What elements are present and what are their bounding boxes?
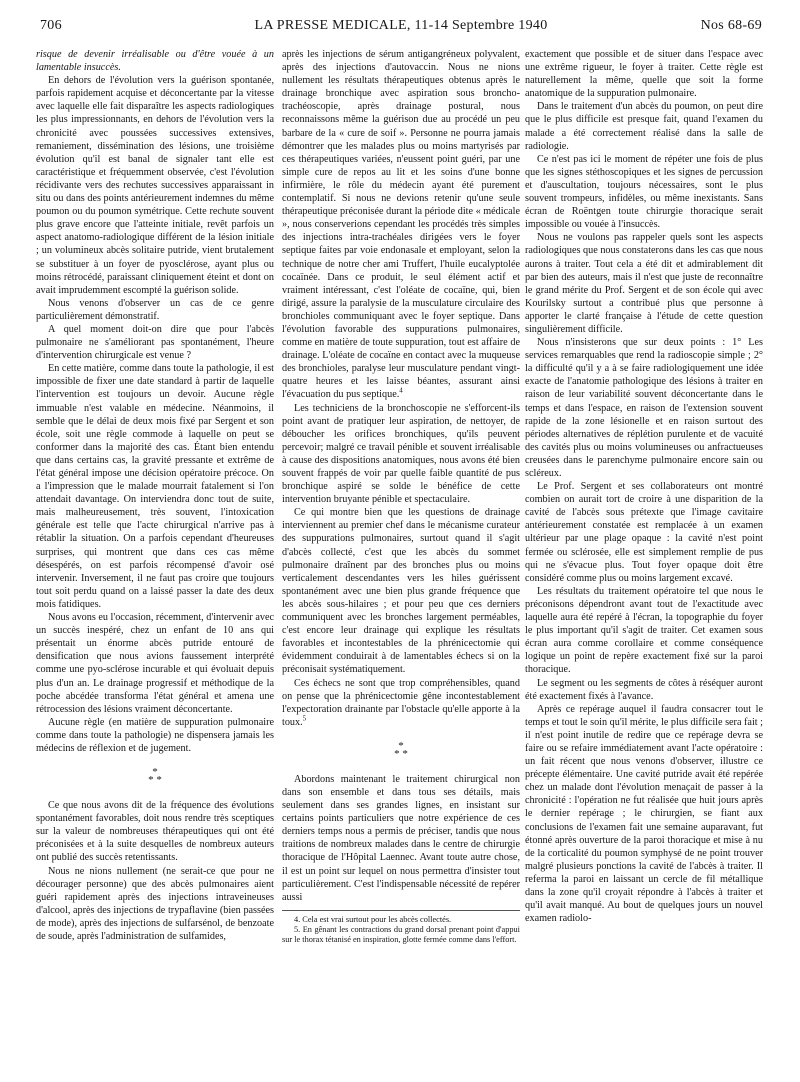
paragraph: Ce que nous avons dit de la fréquence des évolutions spontanément favorables, doit nous rendre très sceptiques sur la valeur de nombreuses thérapeutiques qui ont été préconisées et à la suite desquelles de nombreux auteurs ont publié des succès retentissants. [36,800,274,864]
paragraph: Les techniciens de la bronchoscopie ne s'efforcent-ils point avant de pratiquer leur aspiration, de nettoyer, de déboucher les orifices bronchiques, qu'ils peuvent percevoir; malgré ce travail pénible et souvent irréalisable à cause des dispositions anatomiques, nous avons été bien souvent frappés de voir par quelle faible quantité de pus bronchique aspiré se solde le bénéfice de cette intervention bruyante pénible et spectaculaire. [282,402,520,506]
paragraph: Après ce repérage auquel il faudra consacrer tout le temps et tout le soin qu'il mérite, le plus difficile sera fait ; il n'est point inutile de redire que ce repérage devra se faire ou se refaire immédiatement avant l'acte opératoire : un fait récent que nous venons d'observer, illustre ce précepte élémentaire. Une cavité putride avait été repérée chez un malade dont l'évolution menaçait de passer à la chronicité : l'opération ne fut réalisée que huit jours après le dernier repérage ; le chirurgien, se fiant aux conclusions de l'examen fait une semaine auparavant, fut étonné après ouverture de la paroi thoracique et mise à nu de la corticalité du poumon symphysé de ne point trouver malgré plusieurs ponctions la cavité de l'abcès à traiter. Il referma la paroi en laissant un cercle de fil métallique dans la zone qu'il croyait répondre à l'abcès à traiter et qu'il avait manqué. Au bout de quelques jours un nouvel examen radiolo- [525,703,763,925]
paragraph: En cette matière, comme dans toute la pathologie, il est impossible de fixer une date standard à partir de laquelle l'intervention est toujours un devoir. Aucune règle immuable n'est valable en médecine. Néanmoins, il semble que le délai de deux mois fixé par Sergent et son école, soit une règle commode à laquelle on peut se conformer dans la majorité des cas. Étant bien entendu que dans certains cas, la gravité pressante et extrême de l'état général impose une décision opératoire précoce. On a l'impression que le malade mourrait fatalement si l'on attendait davantage. On interviendra donc tout de suite, mais malheureusement, très souvent, l'intoxication générale est telle que l'acte chirurgical n'arrive pas à rétablir la situation. On a parfois cependant d'heureuses surprises, qui montrent que dans ces cas même désespérés, on est parfois récompensé d'avoir osé intervenir. Inversement, il ne faut pas croire que toujours tout soit perdu quand on a laissé passer la date des deux mois fatidiques. [36,363,274,610]
paragraph: Les résultats du traitement opératoire tel que nous le préconisons dépendront avant tout de l'exactitude avec laquelle aura été repéré à l'écran, la topographie du foyer le plus important qu'il s'agit de traiter. Cet examen sous écran aura comme corollaire et comme conséquence logique un point de repère exactement fixé sur la paroi thoracique. [525,585,763,676]
journal-title: LA PRESSE MEDICALE, 11-14 Septembre 1940 [254,18,548,33]
footnote-marker: 5 [302,714,307,723]
paragraph [282,48,520,402]
paragraph: Nous ne voulons pas rappeler quels sont les aspects radiologiques que nous constaterons dans les cas que nous aurons à traiter. Tout cela a été dit et admirablement dit par bien des auteurs, mais il n'est que juste de reconnaître le grand mérite du Prof. Sergent et de son école qui avec Kourilsky surtout a contribué plus que personne à apporter le clarté française à l'étude de cette question singulièrement difficile. [525,232,763,335]
paragraph: Ce n'est pas ici le moment de répéter une fois de plus que les signes stéthoscopiques et les signes de percussion et d'auscultation, toujours nécessaires, sont le plus souvent trompeurs, infidèles, ou même inexistants. Sans écran de Roëntgen toute chirurgie thoracique serait impossible ou vouée à l'insuccès. [525,153,763,231]
paragraph: Le segment ou les segments de côtes à réséquer auront été exactement fixés à l'avance. [525,677,763,702]
paragraph: Dans le traitement d'un abcès du poumon, on peut dire que le plus difficile est presque fait, quand l'examen du malade a été correctement réalisé dans la salle de radiologie. [525,101,763,152]
paragraph: A quel moment doit-on dire que pour l'abcès pulmonaire ne s'améliorant pas spontanément, l'heure d'intervention chirurgicale est venue ? [36,323,274,362]
paragraph: Abordons maintenant le traitement chirurgical non dans son ensemble et dans tous ses détails, mais seulement dans ses grandes lignes, en insistant sur certains points particuliers que notre expérience de ces derniers temps nous a permis de préciser, tandis que nous traitions de nombreux malades dans le centre de chirurgie thoracique de l'Hôpital Laennec. Avant toute autre chose, il est un point sur lequel on nous permettra d'insister tout particulièrement. C'est l'indispensable nécessité de repérer aussi [282,773,520,903]
paragraph-text: Ces échecs ne sont que trop compréhensibles, quand on pense que la phrénicectomie gêne incontestablement l'expectoration drainante par l'obstacle qu'elle apporte à la toux. [282,677,520,728]
section-separator-stars: * * * [148,766,162,787]
text-column-3 [525,48,763,925]
footnote: 5. En gênant les contractions du grand dorsal prenant point d'appui sur le thorax tétanisé en inspiration, glotte fermée comme dans l'effort. [282,924,520,944]
section-separator-stars: * * * [394,739,408,760]
paragraph: Nous n'insisterons que sur deux points : 1° Les services remarquables que rend la radioscopie simple ; 2° la difficulté qu'il y a à se faire radiologiquement une idée exacte de l'anatomie pathologique des lésions à traiter en raison de leur variabilité souvent déconcertante dans le temps et dans l'espace, en raison de l'extension souvent rapide de la zone lésionelle et en raison surtout des périodes alternatives de réplétion purulente et de vacuité des cavités plus ou moins volumineuses ou anfractueuses creusées dans le parenchyme pulmonaire encore sain ou scléreux. [525,337,763,479]
footnote-divider [282,910,520,911]
footnote: 4. Cela est vrai surtout pour les abcès collectés. [294,914,452,924]
paragraph [282,677,520,729]
page-header [40,18,762,40]
paragraph: Le Prof. Sergent et ses collaborateurs ont montré combien on aurait tort de croire à une disparition de la cavité de l'abcès sous prétexte que l'image cavitaire antérieurement constatée est remplacée à un examen ultérieur par une plage opaque : la cavité n'est point fermée ou sclérosée, elle est simplement remplie de pus qui ne s'évacue plus. Tout foyer opaque doit être considéré comme plus ou moins largement excavé. [525,481,763,584]
paragraph: Ce qui montre bien que les questions de drainage interviennent au premier chef dans le mécanisme curateur des suppurations pulmonaires, surtout quand il s'agit d'abcès collecté, c'est que les abcès du sommet pulmonaire draînent par des bronches plus ou moins verticalement descendantes vers les hiles guérissent spontanément avec une bien plus grande fréquence que les abcès sous-hilaires ; et pour peu que ces derniers communiquent avec les bronches largement perméables, c'est encore leur drainage qui explique les résultats favorables et incontestables de la phrénicectomie qui évidemment conduirait à de lamentables échecs si on la préconisait systématiquement. [282,507,520,676]
paragraph-text: après les injections de sérum antigangréneux polyvalent, après des injections d'autovaccin. Nous ne nions nullement les résultats thérapeutiques obtenus après le drainage bronchique avec aspiration sous broncho-trachéoscopie, après drainage postural, nous reconnaissons même la guérison due au procédé un peu barbare de la « cure de soif ». Personne ne pourra jamais démontrer que les malades plus ou moins martyrisés par ces thérapeutiques variées, n'eussent point guéri, par une simple cure de repos au lit et les soins d'une bonne infirmière, le rôle du médecin ayant été purement contemplatif. Si nous ne devions retenir qu'une seule thérapeutique préconisée durant la période dite « médicale », nous conserverions cependant les procédés très simples des injections intra-trachéales dirigées vers le foyer septique faites par voie endonasale et employant, selon la technique de notre cher ami Truffert, l'huile eucalyptolée cocaïnée. Dans ce produit, le seul élément actif et vraiment intéressant, c'est l'oléate de cocaïne, qui, bien dirigé, assure la paralysie de la musculature circulaire des bronchioles communiquant avec le foyer septique. Dans l'évolution favorable des suppurations pulmonaires, comme en matière de toute suppuration, tout est affaire de drainage. L'oléate de cocaïne en contact avec la muqueuse des bronchioles, paralyse leur musculature pendant vingt-quatre heures et les laisse béantes, assurant ainsi l'évacuation du pus septique. [282,49,520,401]
issue-number: Nos 68-69 [700,18,762,33]
paragraph: Nous venons d'observer un cas de ce genre particulièrement démonstratif. [36,297,274,322]
paragraph: Aucune règle (en matière de suppuration pulmonaire comme dans toute la pathologie) ne dispensera jamais les médecins de réflexion et de jugement. [36,716,274,754]
text-column-1 [36,48,274,943]
footnote-marker: 4 [399,387,403,396]
paragraph: risque de devenir irréalisable ou d'être vouée à un lamentable insuccès. [36,49,274,74]
paragraph: Nous avons eu l'occasion, récemment, d'intervenir avec un succès inespéré, chez un enfant de 10 ans qui présentait un énorme abcès putride entouré de densification que nous avions faussement interprété comme une pyo-sclérose incurable et qui évoluait depuis plus d'un an. Le drainage progressif et méthodique de la poche abcédée transforma l'état général et amena une rétrocession des lésions vraiment déconcertante. [36,612,275,715]
page-number: 706 [40,18,62,33]
paragraph: Nous ne nions nullement (ne serait-ce que pour ne décourager personne) que des abcès pulmonaires aient guéri rapidement après des injections intraveineuses d'alcool, après des injections de trypaflavine (bien passées de mode), après des injections de sulfarsénol, de benzoate de soude, après l'administration de sulfamides, [36,865,274,942]
paragraph: exactement que possible et de situer dans l'espace avec une extrême rigueur, le foyer à traiter. Cette règle est naturellement la même, quelle que soit la forme anatomique de la suppuration pulmonaire. [525,49,763,100]
paragraph: En dehors de l'évolution vers la guérison spontanée, parfois rapidement acquise et déconcertante par la vitesse avec laquelle elle fait disparaître les aspects radiologiques les plus impressionnants, en dehors de l'évolution vers la chronicité avec poussées successives extensives, remaniement, dissémination des lésions, une troisième évolution qu'il est banal de signaler tant elle est caractéristique et fréquemment observée, c'est l'évolution récidivante vers des rechutes successives apparaissant in situ ou dans des points antérieurement indemnes du même poumon ou du poumon symétrique. Cette rechute souvent plus grave encore que l'atteinte initiale, revêt parfois un aspect anatomo-radiologique différent de la lésion initiale ; un volumineux abcès solitaire putride, vient brutalement se substituer à un foyer de pyosclérose, ayant plus ou moins rétrocédé, paraissant cliniquement éteint et dont on avait imprudemment escompté la guérison solide. [36,75,274,296]
text-column-2 [282,48,520,945]
